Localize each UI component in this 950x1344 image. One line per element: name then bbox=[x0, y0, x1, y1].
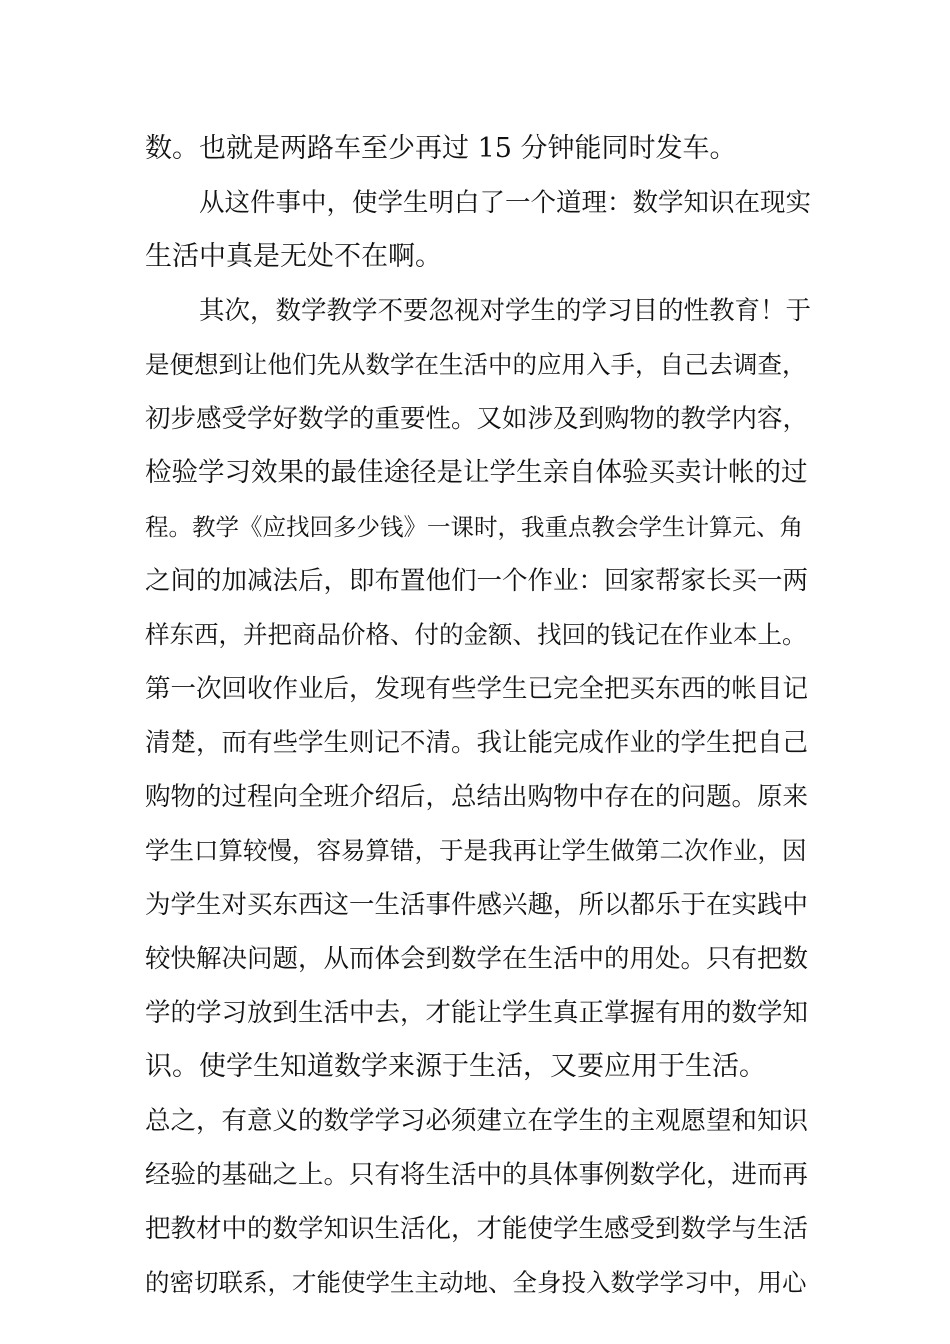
text-line-13: 购物的过程向全班介绍后，总结出购物中存在的问题。原来 bbox=[145, 782, 809, 812]
text-line-6: 初步感受学好数学的重要性。又如涉及到购物的教学内容， bbox=[145, 404, 809, 434]
text-line-14: 学生口算较慢，容易算错，于是我再让学生做第二次作业，因 bbox=[145, 836, 807, 865]
text-line-5: 是便想到让他们先从数学在生活中的应用入手，自己去调查， bbox=[145, 350, 807, 379]
text-line-11: 第一次回收作业后，发现有些学生已完全把买东西的帐目记 bbox=[145, 674, 809, 704]
text-line-9: 之间的加减法后，即布置他们一个作业：回家帮家长买一两 bbox=[145, 566, 809, 596]
text-line-10: 样东西，并把商品价格、付的金额、找回的钱记在作业本上。 bbox=[145, 620, 807, 649]
text-line-15: 为学生对买东西这一生活事件感兴趣，所以都乐于在实践中 bbox=[145, 890, 809, 920]
text-line-12: 清楚，而有些学生则记不清。我让能完成作业的学生把自己 bbox=[145, 728, 809, 758]
document-body bbox=[145, 122, 815, 1310]
text-line-16: 较快解决问题，从而体会到数学在生活中的用处。只有把数 bbox=[145, 944, 809, 974]
text-line-19: 总之，有意义的数学学习必须建立在学生的主观愿望和知识 bbox=[145, 1106, 809, 1136]
text-line-18: 识。使学生知道数学来源于生活，又要应用于生活。 bbox=[145, 1051, 766, 1082]
text-line-22: 的密切联系，才能使学生主动地、全身投入数学学习中，用心 bbox=[145, 1268, 807, 1297]
text-line-4: 其次，数学教学不要忽视对学生的学习目的性教育！于 bbox=[199, 296, 812, 326]
text-line-2: 从这件事中，使学生明白了一个道理：数学知识在现实 bbox=[199, 188, 812, 218]
text-line-1: 数。也就是两路车至少再过 15 分钟能同时发车。 bbox=[145, 133, 737, 164]
text-line-7: 检验学习效果的最佳途径是让学生亲自体验买卖计帐的过 bbox=[145, 457, 808, 488]
text-line-17: 学的学习放到生活中去，才能让学生真正掌握有用的数学知 bbox=[145, 998, 809, 1028]
text-line-8: 程。教学《应找回多少钱》一课时，我重点教会学生计算元、角 bbox=[145, 513, 803, 541]
text-line-21: 把教材中的数学知识生活化，才能使学生感受到数学与生活 bbox=[145, 1214, 809, 1244]
text-line-3: 生活中真是无处不在啊。 bbox=[145, 241, 442, 272]
text-line-20: 经验的基础之上。只有将生活中的具体事例数学化，进而再 bbox=[145, 1160, 809, 1190]
